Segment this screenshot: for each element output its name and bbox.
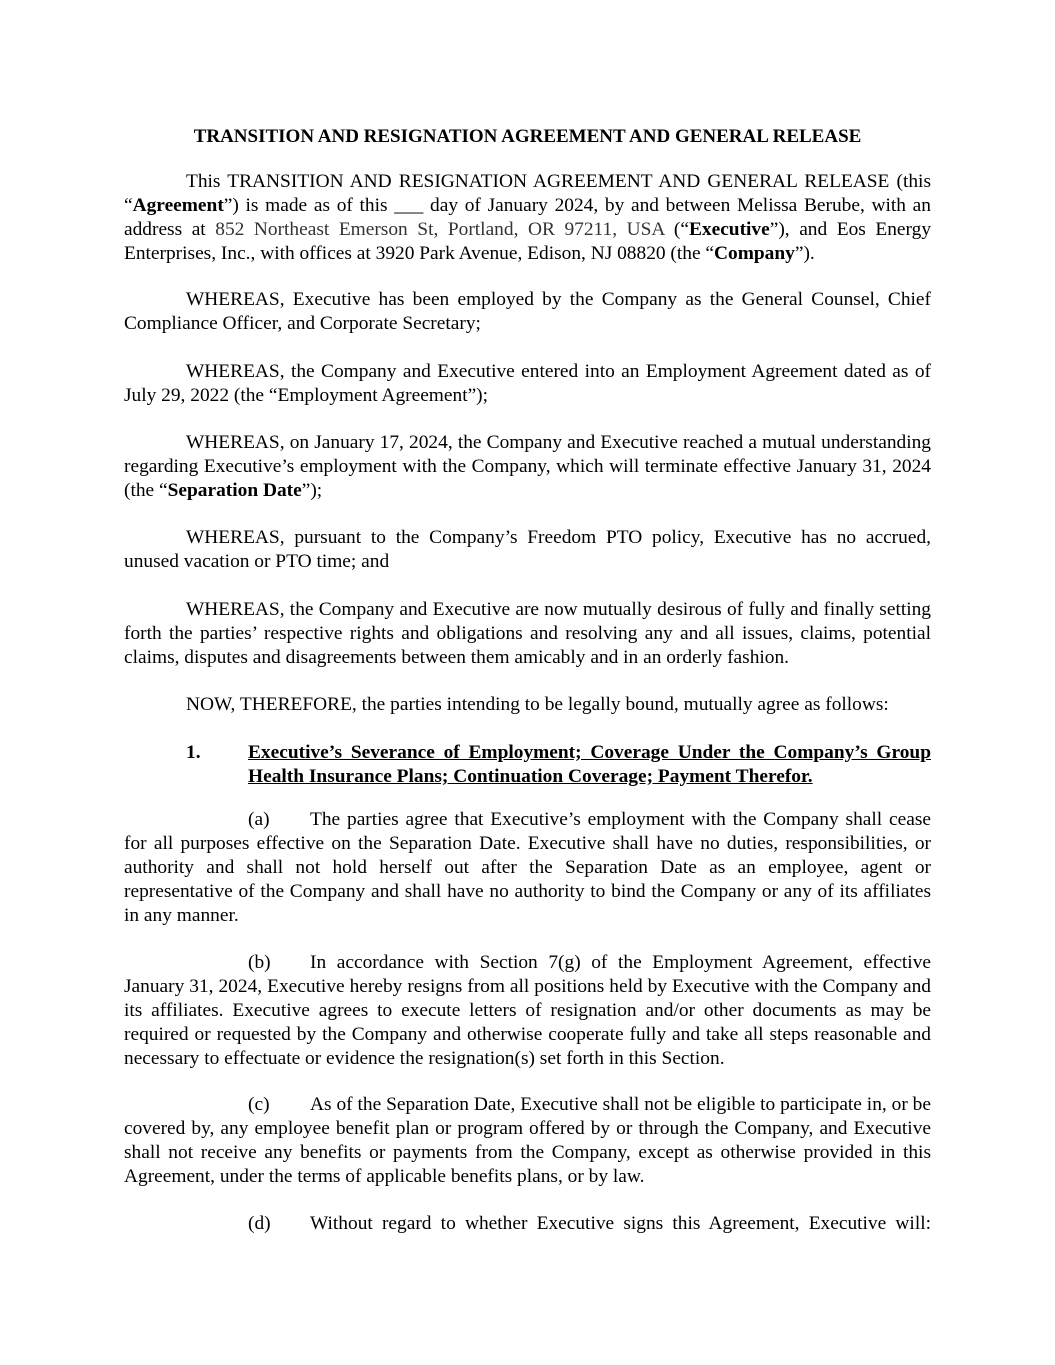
paragraph-a-text: The parties agree that Executive’s employment with the Company shall cease for all purposes effective on the Separation Date. Executive shall have no duties, responsibilities, or authority and shall not hold herself out after the Separation Date as an employee, agent or representative of the Company and shall have no authority to bind the Company or any of its affiliates in any manner. <box>124 809 931 926</box>
paragraph-a <box>124 808 931 928</box>
paragraph-c <box>124 1093 931 1189</box>
defined-term-executive: Executive <box>688 219 770 240</box>
whereas-clause-2: WHEREAS, the Company and Executive entered into an Employment Agreement dated as of July 29, 2022 (the “Employment Agreement”); <box>124 361 931 406</box>
section-title: Executive’s Severance of Employment; Coverage Under the Company’s Group Health Insurance Plans; Continuation Coverage; Payment Therefor. <box>248 742 931 787</box>
defined-term-agreement: Agreement <box>132 195 224 216</box>
whereas-clause-5: WHEREAS, the Company and Executive are now mutually desirous of fully and finally setting forth the parties’ respective rights and obligations and resolving any and all issues, claims, potential claims, disputes and disagreements between them amicably and in an orderly fashion. <box>124 599 931 668</box>
whereas-clause-1: WHEREAS, Executive has been employed by the Company as the General Counsel, Chief Compliance Officer, and Corporate Secretary; <box>124 289 931 334</box>
paragraph-c-label: (c) <box>248 1094 270 1115</box>
defined-term-separation-date: Separation Date <box>167 480 302 501</box>
section-number: 1. <box>186 742 201 763</box>
intro-paragraph <box>124 170 931 266</box>
intro-text-1: This TRANSITION AND RESIGNATION AGREEMENT AND GENERAL RELEASE (this “ <box>124 171 931 216</box>
whereas-clause-3 <box>124 431 931 503</box>
paragraph-b-label: (b) <box>248 952 271 973</box>
paragraph-d-label: (d) <box>248 1213 271 1234</box>
intro-text-5: ”). <box>794 243 815 264</box>
whereas3-text-2: ”); <box>301 480 323 501</box>
defined-term-company: Company <box>714 243 795 264</box>
whereas-clause-4: WHEREAS, pursuant to the Company’s Freedom PTO policy, Executive has no accrued, unused vacation or PTO time; and <box>124 527 931 572</box>
paragraph-d <box>124 1212 931 1236</box>
document-title: TRANSITION AND RESIGNATION AGREEMENT AND GENERAL RELEASE <box>193 126 862 147</box>
now-therefore-clause: NOW, THEREFORE, the parties intending to be legally bound, mutually agree as follows: <box>186 694 889 715</box>
paragraph-d-text: Without regard to whether Executive signs this Agreement, Executive will: <box>310 1213 931 1234</box>
paragraph-a-label: (a) <box>248 809 270 830</box>
paragraph-b-text: In accordance with Section 7(g) of the Employment Agreement, effective January 31, 2024, Executive hereby resigns from all positions held by Executive with the Company and its affiliates. Executive agrees to execute letters of resignation and/or other documents as may be required or requested by the Company and otherwise cooperate fully and take all steps reasonable and necessary to effectuate or evidence the resignation(s) set forth in this Section. <box>124 952 931 1069</box>
paragraph-b <box>124 951 931 1071</box>
intro-text-4: ”), and Eos Energy Enterprises, Inc., with offices at 3920 Park Avenue, Edison, NJ 08820 (the “ <box>124 219 932 264</box>
paragraph-c-text: As of the Separation Date, Executive shall not be eligible to participate in, or be covered by, any employee benefit plan or program offered by or through the Company, and Executive shall not receive any benefits or payments from the Company, except as otherwise provided in this Agreement, under the terms of applicable benefits plans, or by law. <box>124 1094 931 1187</box>
executive-address: 852 Northeast Emerson St, Portland, OR 97211, USA <box>215 219 665 240</box>
intro-text-2: ”) is made as of this ___ day of January 2024, by and between Melissa Berube, with an address at <box>124 195 931 240</box>
intro-text-3: (“ <box>664 219 689 240</box>
whereas3-text-1: WHEREAS, on January 17, 2024, the Company and Executive reached a mutual understanding regarding Executive’s employment with the Company, which will terminate effective January 31, 2024 (the “ <box>124 432 931 501</box>
